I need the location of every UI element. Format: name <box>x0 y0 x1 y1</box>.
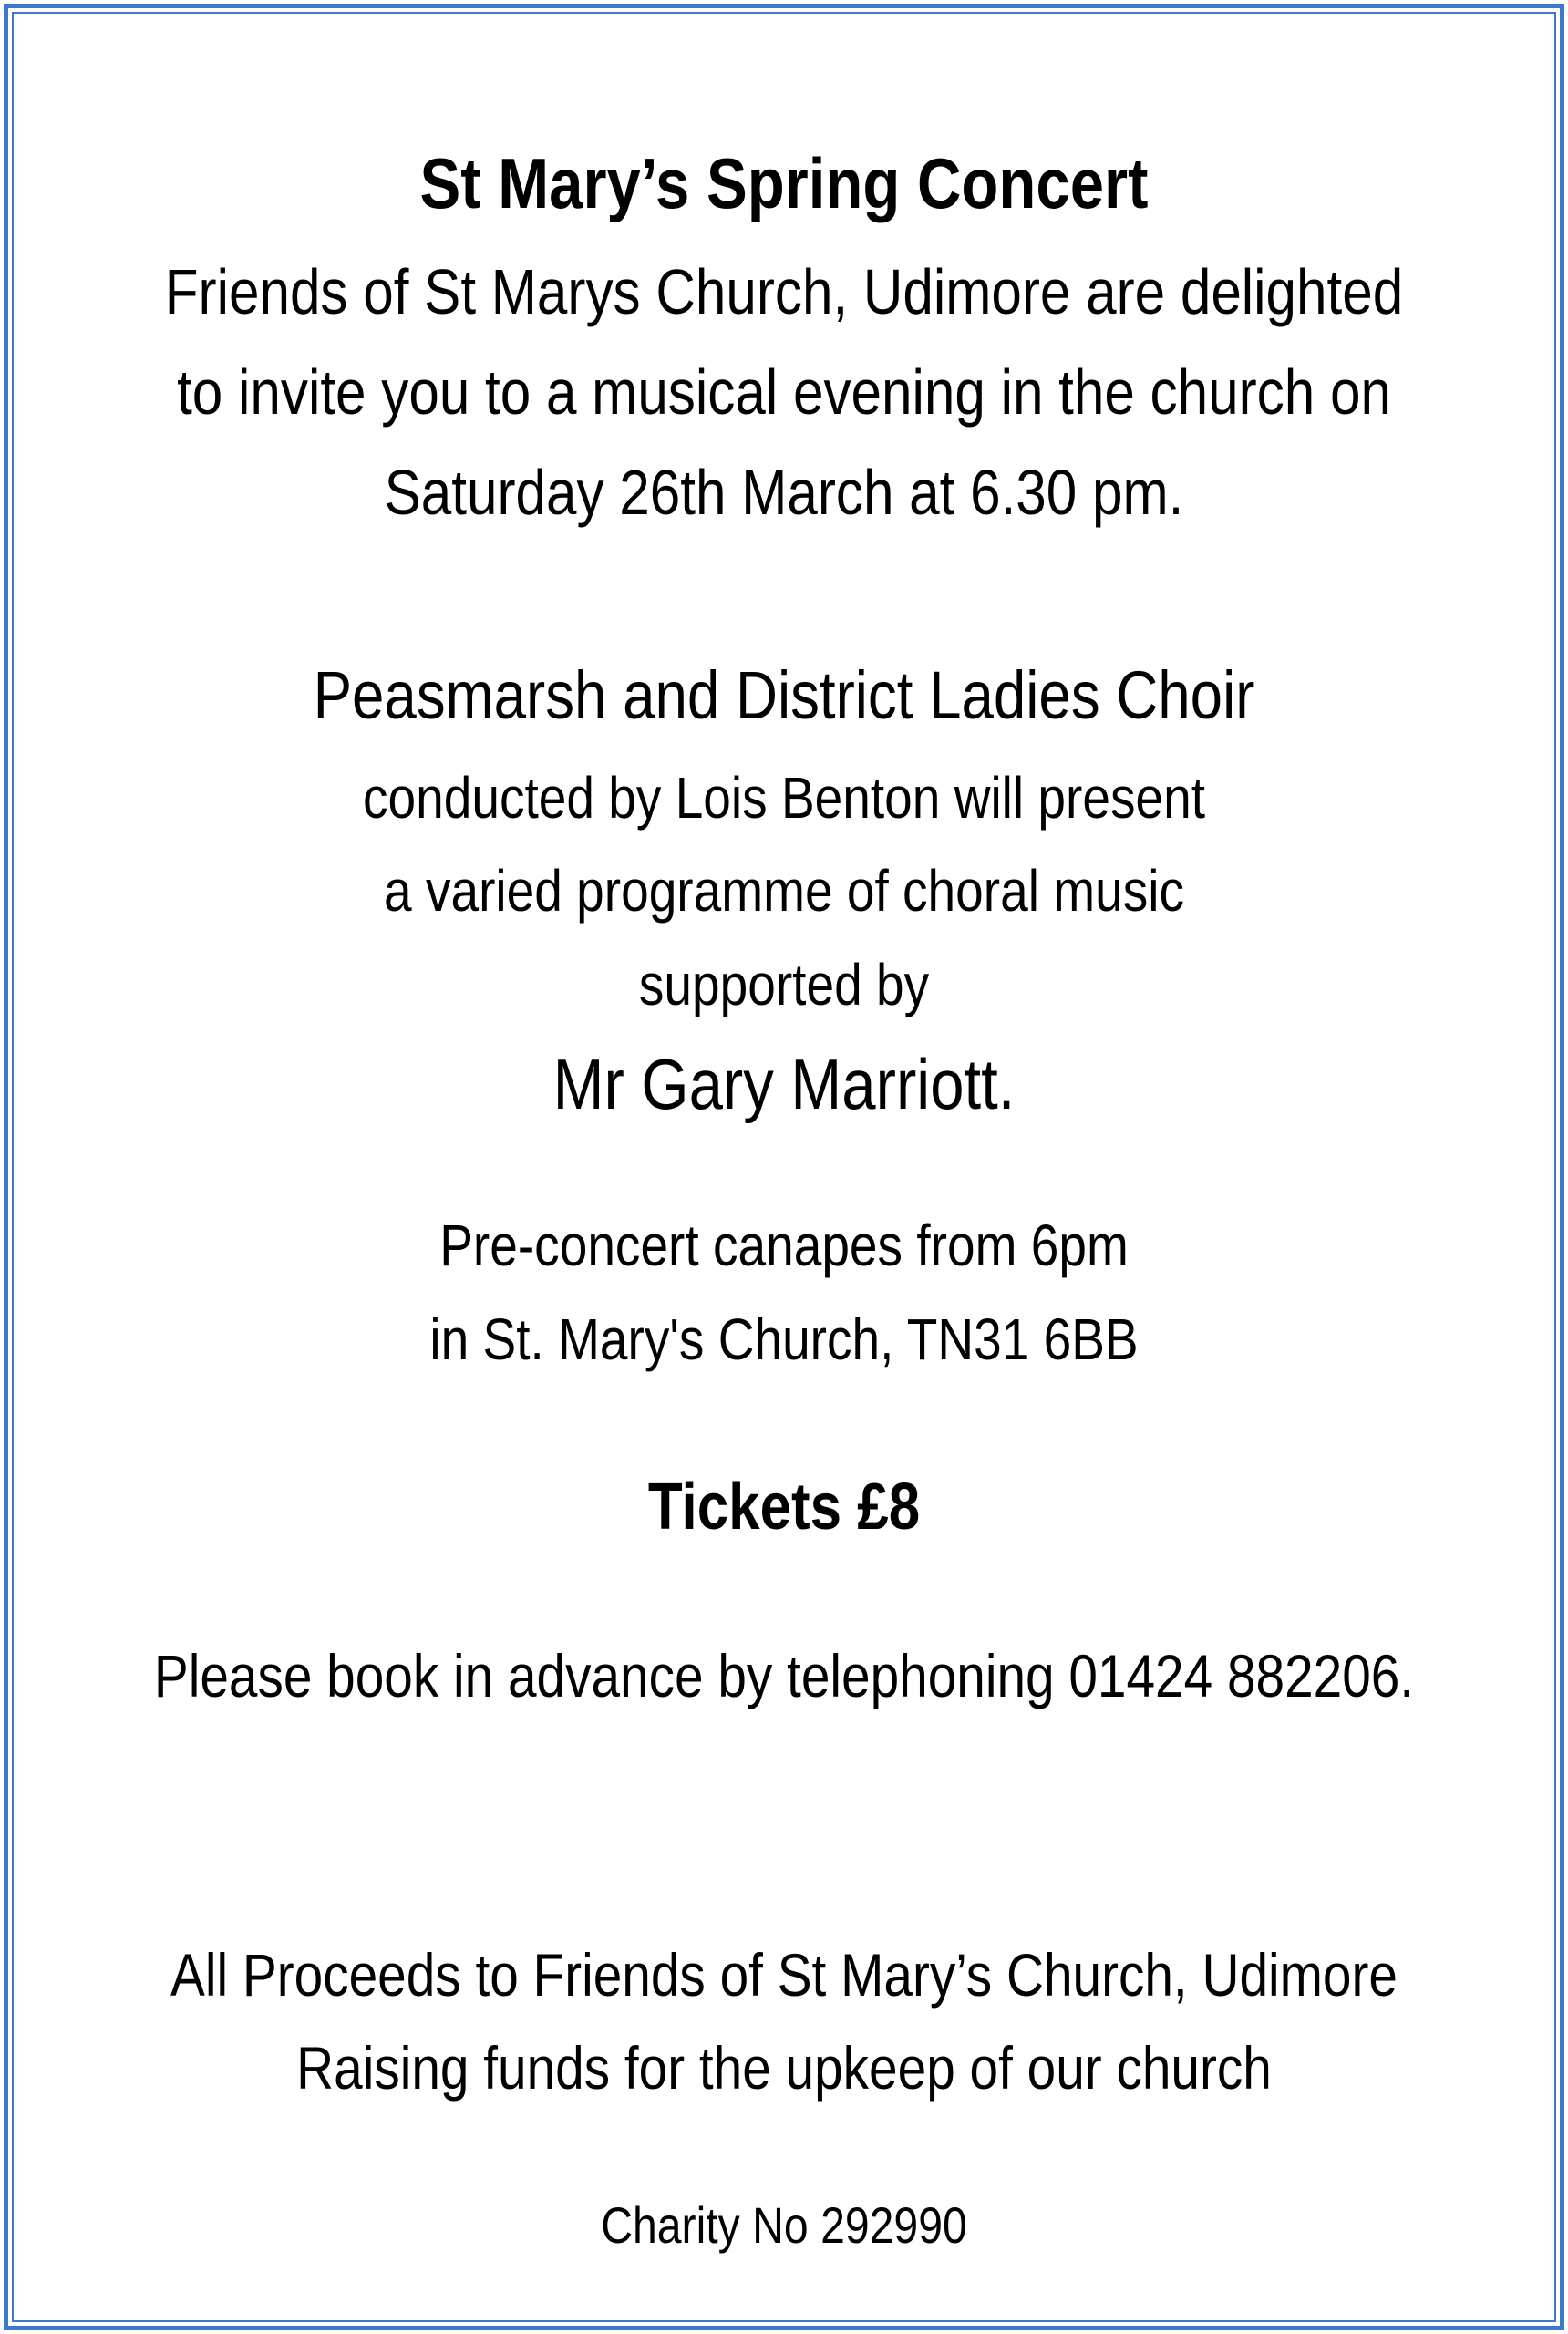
intro-line-2: to invite you to a musical evening in the church on <box>177 356 1391 428</box>
intro-line-1: Friends of St Marys Church, Udimore are delighted <box>164 256 1404 327</box>
intro-line-3: Saturday 26th March at 6.30 pm. <box>384 457 1184 528</box>
canapes-line-2: in St. Mary's Church, TN31 6BB <box>429 1306 1139 1372</box>
guest-performer: Mr Gary Marriott. <box>552 1044 1016 1124</box>
concert-title: St Mary’s Spring Concert <box>419 143 1149 223</box>
proceeds-line-2: Raising funds for the upkeep of our church <box>296 2034 1272 2102</box>
proceeds-line-1: All Proceeds to Friends of St Mary’s Church, Udimore <box>170 1941 1398 2009</box>
charity-number: Charity No 292990 <box>601 2196 967 2254</box>
programme-line-1: conducted by Lois Benton will present <box>362 765 1206 831</box>
choir-name: Peasmarsh and District Ladies Choir <box>313 657 1255 733</box>
canapes-line-1: Pre-concert canapes from 6pm <box>439 1213 1129 1278</box>
programme-line-2: a varied programme of choral music <box>384 858 1184 924</box>
ticket-price: Tickets £8 <box>647 1471 921 1544</box>
booking-info: Please book in advance by telephoning 01424 882206. <box>153 1642 1415 1709</box>
programme-line-3: supported by <box>638 952 930 1017</box>
